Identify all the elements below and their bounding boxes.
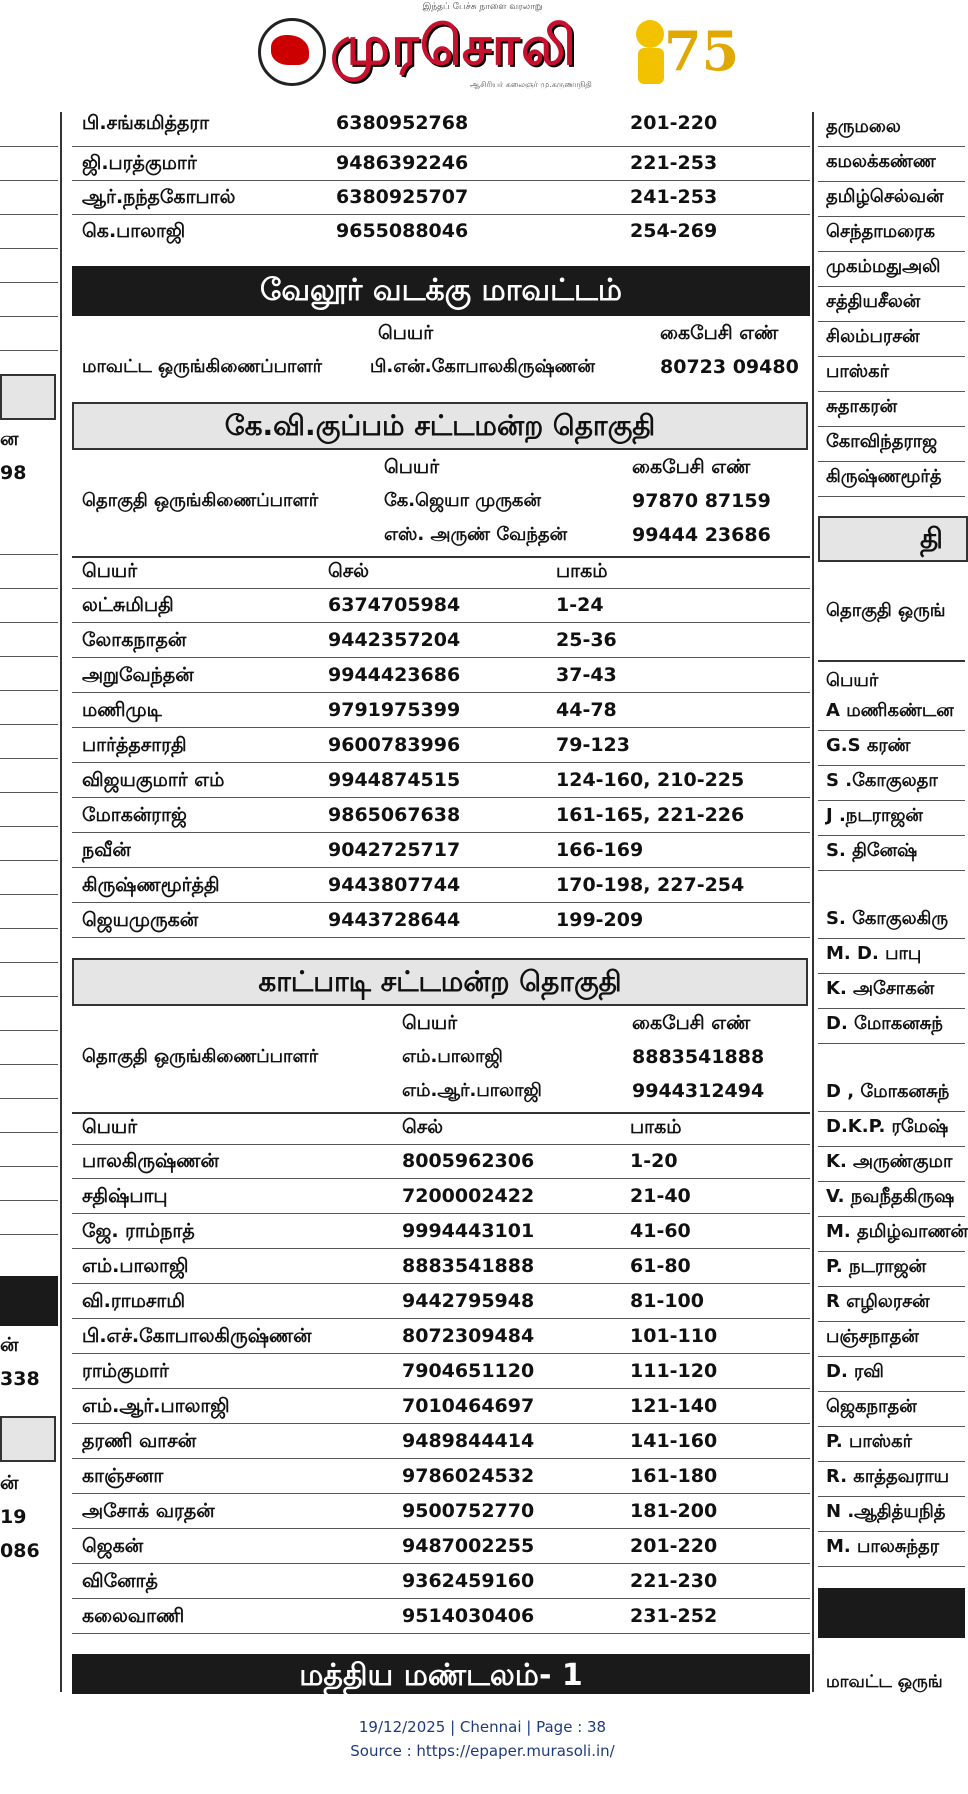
right-fragment-text: பாஸ்கர் — [826, 361, 890, 382]
phone-cell: 9362459160 — [402, 1570, 535, 1592]
name-cell: ஜே. ராம்நாத் — [82, 1220, 195, 1242]
right-fragment-row — [818, 287, 965, 322]
table-row: ஆர்.நந்தகோபால் 6380925707 241-253 — [72, 180, 810, 215]
phone-cell: 9865067638 — [328, 804, 461, 826]
column-header-name: பெயர் — [378, 322, 434, 344]
booth-cell: 199-209 — [556, 909, 644, 931]
right-role-text: தொகுதி ஒருங் — [826, 600, 946, 621]
right-fragment-row — [818, 182, 965, 217]
right-fragment-row — [818, 147, 965, 182]
right-fragment-row — [818, 427, 965, 462]
name-cell: பி.எச்.கோபாலகிருஷ்ணன் — [82, 1325, 312, 1347]
coordinator-phone: 8883541888 — [632, 1046, 765, 1068]
right-fragment-text: K. அருண்குமா — [826, 1151, 953, 1172]
table-row — [72, 1494, 810, 1529]
right-fragment-text: பஞ்சநாதன் — [826, 1326, 919, 1347]
booth-cell: 79-123 — [556, 734, 630, 756]
table-row — [72, 1319, 810, 1354]
row-divider — [818, 938, 965, 939]
booth-cell: 161-180 — [630, 1465, 718, 1487]
booth-cell: 124-160, 210-225 — [556, 769, 745, 791]
right-fragment-row — [818, 392, 965, 427]
name-cell: நவீன் — [82, 839, 131, 861]
name-cell: சதிஷ்பாபு — [82, 1185, 168, 1207]
right-fragment-text: J .நடராஜன் — [826, 805, 923, 826]
coordinator-role: தொகுதி ஒருங்கிணைப்பாளர் — [82, 490, 319, 511]
phone-cell: 9944423686 — [328, 664, 461, 686]
coordinator-phone: 99444 23686 — [632, 524, 771, 546]
section-title-katpadi: காட்பாடி சட்டமன்ற தொகுதி — [72, 958, 808, 1006]
anniversary-75-logo — [628, 4, 740, 94]
booth-cell: 231-252 — [630, 1605, 718, 1627]
coordinator-phone: 80723 09480 — [660, 356, 799, 378]
table-header-row: பெயர் செல் பாகம் — [72, 1114, 810, 1145]
fragment-text: 98 — [0, 462, 27, 484]
row-divider — [818, 1531, 965, 1532]
phone-cell: 7200002422 — [402, 1185, 535, 1207]
right-fragment-text: N .ஆதித்யநித் — [826, 1501, 946, 1522]
column-header-phone: கைபேசி எண் — [660, 322, 779, 344]
table-row — [72, 1144, 810, 1179]
name-cell: பார்த்தசாரதி — [82, 734, 187, 756]
phone-cell: 9443728644 — [328, 909, 461, 931]
right-fragment-row — [818, 217, 965, 252]
table-row — [72, 1599, 810, 1634]
right-fragment-text: D.K.P. ரமேஷ் — [826, 1116, 949, 1137]
table-row — [72, 1529, 810, 1564]
coordinator-name: கே.ஜெயா முருகன் — [384, 490, 541, 511]
right-fragment-text: D , மோகனசுந் — [826, 1081, 950, 1102]
newspaper-logo: முரசொலி — [330, 14, 577, 77]
name-cell: எம்.பாலாஜி — [82, 1255, 189, 1277]
right-fragment-text: D. மோகனசுந் — [826, 1013, 943, 1034]
name-cell: பாலகிருஷ்ணன் — [82, 1150, 219, 1172]
phone-cell: 9786024532 — [402, 1465, 535, 1487]
phone-cell: 9442795948 — [402, 1290, 535, 1312]
booth-cell: 111-120 — [630, 1360, 718, 1382]
right-fragment-row — [818, 462, 965, 497]
row-divider — [818, 973, 965, 974]
right-fragment-text: கோவிந்தராஜ — [826, 431, 938, 452]
name-cell: வினோத் — [82, 1570, 158, 1592]
table-row — [72, 1459, 810, 1494]
right-fragment-text: S .கோகுலதா — [826, 770, 938, 791]
row-divider — [818, 1286, 965, 1287]
table-row: பி.சங்கமித்தரா 6380952768 201-220 — [72, 112, 810, 147]
name-cell: லோகநாதன் — [82, 629, 187, 651]
footer-source-line: Source : https://epaper.murasoli.in/ — [350, 1742, 615, 1760]
table-row — [72, 588, 810, 623]
name-cell: கிருஷ்ணமூர்த்தி — [82, 874, 220, 896]
name-cell: வி.ராமசாமி — [82, 1290, 186, 1312]
booth-cell: 170-198, 227-254 — [556, 874, 745, 896]
booth-cell: 141-160 — [630, 1430, 718, 1452]
phone-cell: 8005962306 — [402, 1150, 535, 1172]
row-divider — [818, 1043, 965, 1044]
phone-cell: 9443807744 — [328, 874, 461, 896]
fragment-text: 086 — [0, 1540, 40, 1562]
right-fragment-text: M. தமிழ்வாணன் — [826, 1221, 968, 1242]
table-row — [72, 833, 810, 868]
right-header-name: பெயர் — [826, 670, 879, 691]
table-row — [72, 798, 810, 833]
booth-cell: 121-140 — [630, 1395, 718, 1417]
row-divider — [818, 1426, 965, 1427]
right-fragment-text: சுதாகரன் — [826, 396, 898, 417]
table-row — [72, 1284, 810, 1319]
booth-cell: 44-78 — [556, 699, 617, 721]
table-row — [72, 763, 810, 798]
name-cell: எம்.ஆர்.பாலாஜி — [82, 1395, 230, 1417]
phone-cell: 6374705984 — [328, 594, 461, 616]
name-cell: ராம்குமார் — [82, 1360, 169, 1382]
right-fragment-text: சிலம்பரசன் — [826, 326, 920, 347]
coordinator-phone: 9944312494 — [632, 1080, 765, 1102]
masthead-subtitle: ஆசிரியர் கலைஞர் மு.கருணாநிதி — [470, 80, 592, 89]
row-divider — [818, 1391, 965, 1392]
booth-cell: 101-110 — [630, 1325, 718, 1347]
row-divider — [818, 730, 965, 731]
table-row — [72, 1249, 810, 1284]
name-cell: காஞ்சனா — [82, 1465, 164, 1487]
name-cell: தரணி வாசன் — [82, 1430, 197, 1452]
right-fragment-text: S. தினேஷ் — [826, 840, 918, 861]
row-divider — [818, 1181, 965, 1182]
booth-cell: 21-40 — [630, 1185, 691, 1207]
phone-cell: 9487002255 — [402, 1535, 535, 1557]
table-row — [72, 1214, 810, 1249]
row-divider — [818, 800, 965, 801]
phone-cell: 9944874515 — [328, 769, 461, 791]
section-title-kv-kuppam: கே.வி.குப்பம் சட்டமன்ற தொகுதி — [72, 402, 808, 450]
right-fragment-text: A மணிகண்டன — [826, 700, 954, 721]
fragment-text: ன் — [0, 1472, 19, 1494]
booth-cell: 61-80 — [630, 1255, 691, 1277]
table-row — [72, 1424, 810, 1459]
table-row — [72, 623, 810, 658]
row-divider — [818, 1251, 965, 1252]
coordinator-phone: 97870 87159 — [632, 490, 771, 512]
booth-cell: 201-220 — [630, 1535, 718, 1557]
table-row — [72, 658, 810, 693]
table-row — [72, 1354, 810, 1389]
booth-cell: 81-100 — [630, 1290, 704, 1312]
right-fragment-text: R. காத்தவராய — [826, 1466, 950, 1487]
booth-cell: 1-24 — [556, 594, 604, 616]
name-cell: கலைவாணி — [82, 1605, 185, 1627]
booth-cell: 221-230 — [630, 1570, 718, 1592]
right-fragment-row — [818, 322, 965, 357]
booth-cell: 161-165, 221-226 — [556, 804, 745, 826]
column-header-phone: கைபேசி எண் — [632, 456, 751, 478]
column-header-name: பெயர் — [402, 1012, 458, 1034]
right-fragment-row — [818, 112, 965, 147]
right-fragment-text: G.S கரண் — [826, 735, 911, 756]
phone-cell: 9042725717 — [328, 839, 461, 861]
right-fragment-text: செந்தாமரைக — [826, 221, 935, 242]
phone-cell: 8072309484 — [402, 1325, 535, 1347]
table-row — [72, 1179, 810, 1214]
right-fragment-text: R எழிலரசன் — [826, 1291, 930, 1312]
column-header-phone: கைபேசி எண் — [632, 1012, 751, 1034]
right-fragment-row — [818, 252, 965, 287]
booth-cell: 41-60 — [630, 1220, 691, 1242]
row-divider — [818, 1496, 965, 1497]
column-separator — [60, 112, 62, 1692]
booth-cell: 181-200 — [630, 1500, 718, 1522]
section-title-vellore-north: வேலூர் வடக்கு மாவட்டம் — [72, 266, 810, 316]
name-cell: ஜெயமுருகன் — [82, 909, 199, 931]
column-separator — [812, 112, 814, 1692]
right-fragment-text: கமலக்கண்ண — [826, 151, 936, 172]
row-divider — [818, 1008, 965, 1009]
table-row — [72, 868, 810, 903]
phone-cell: 9600783996 — [328, 734, 461, 756]
party-seal-logo — [258, 18, 326, 86]
row-divider — [818, 870, 965, 871]
masthead-tagline: இந்தப் பேச்சு நாளை வரலாறு — [422, 2, 543, 12]
phone-cell: 7904651120 — [402, 1360, 535, 1382]
right-fragment-text: V. நவநீதகிருஷ — [826, 1186, 955, 1207]
table-row: கெ.பாலாஜி 9655088046 254-269 — [82, 220, 718, 242]
table-row — [72, 1389, 810, 1424]
right-fragment-text: தமிழ்செல்வன் — [826, 186, 944, 207]
right-fragment-row — [818, 357, 965, 392]
row-divider — [818, 1111, 965, 1112]
booth-cell: 25-36 — [556, 629, 617, 651]
name-cell: அறுவேந்தன் — [82, 664, 194, 686]
right-fragment-text: M. பாலசுந்தர — [826, 1536, 940, 1557]
phone-cell: 9791975399 — [328, 699, 461, 721]
phone-cell: 9500752770 — [402, 1500, 535, 1522]
fragment-text: 338 — [0, 1368, 40, 1390]
right-fragment-text: சத்தியசீலன் — [826, 291, 921, 312]
name-cell: ஜெகன் — [82, 1535, 144, 1557]
booth-cell: 37-43 — [556, 664, 617, 686]
table-row: ஜி.பரத்குமார் 9486392246 221-253 — [72, 146, 810, 181]
phone-cell: 8883541888 — [402, 1255, 535, 1277]
right-fragment-text: P. நடராஜன் — [826, 1256, 927, 1277]
fragment-text: ன — [0, 428, 19, 450]
name-cell: விஜயகுமார் எம் — [82, 769, 225, 791]
row-divider — [818, 765, 965, 766]
right-fragment-text: ஜெகநாதன் — [826, 1396, 917, 1417]
right-fragment-text: முகம்மதுஅலி — [826, 256, 941, 277]
right-section-title: தி — [818, 516, 968, 562]
right-bottom-text: மாவட்ட ஒருங் — [826, 1672, 943, 1692]
right-fragment-text: P. பாஸ்கர் — [826, 1431, 913, 1452]
coordinator-name: எம்.ஆர்.பாலாஜி — [402, 1080, 542, 1101]
table-row — [72, 693, 810, 728]
table-header-row: பெயர் செல் பாகம் — [72, 558, 810, 589]
svg-text:75: 75 — [664, 19, 740, 83]
footer-date-line: 19/12/2025 | Chennai | Page : 38 — [358, 1718, 607, 1736]
phone-cell: 9994443101 — [402, 1220, 535, 1242]
phone-cell: 9442357204 — [328, 629, 461, 651]
row-divider — [818, 1321, 965, 1322]
name-cell: மணிமுடி — [82, 699, 162, 721]
coordinator-role: மாவட்ட ஒருங்கிணைப்பாளர் — [82, 356, 323, 377]
coordinator-name: எம்.பாலாஜி — [402, 1046, 503, 1067]
row-divider — [818, 1566, 965, 1567]
masthead — [0, 0, 965, 112]
column-header-name: பெயர் — [384, 456, 440, 478]
fragment-text: 19 — [0, 1506, 27, 1528]
row-divider — [818, 1146, 965, 1147]
section-title-central-zone: மத்திய மண்டலம்- 1 — [72, 1654, 810, 1694]
table-row — [72, 728, 810, 763]
name-cell: மோகன்ராஜ் — [82, 804, 187, 826]
right-fragment-text: கிருஷ்ணமூர்த் — [826, 466, 942, 487]
row-divider — [818, 1461, 965, 1462]
right-fragment-text: M. D. பாபு — [826, 943, 922, 964]
right-fragment-text: K. அசோகன் — [826, 978, 935, 999]
right-fragment-text: D. ரவி — [826, 1361, 884, 1382]
coordinator-name: பி.என்.கோபாலகிருஷ்ணன் — [370, 356, 595, 377]
right-fragment-text: தருமலை — [826, 116, 901, 137]
coordinator-name: எஸ். அருண் வேந்தன் — [384, 524, 568, 545]
table-row — [72, 903, 810, 938]
phone-cell: 9514030406 — [402, 1605, 535, 1627]
name-cell: அசோக் வரதன் — [82, 1500, 215, 1522]
row-divider — [818, 1216, 965, 1217]
coordinator-role: தொகுதி ஒருங்கிணைப்பாளர் — [82, 1046, 319, 1067]
right-fragment-text: S. கோகுலகிரு — [826, 908, 949, 929]
booth-cell: 1-20 — [630, 1150, 678, 1172]
fragment-text: ன் — [0, 1334, 19, 1356]
booth-cell: 166-169 — [556, 839, 644, 861]
row-divider — [818, 835, 965, 836]
table-row — [72, 1564, 810, 1599]
row-divider — [818, 1356, 965, 1357]
name-cell: லட்சுமிபதி — [82, 594, 174, 616]
phone-cell: 7010464697 — [402, 1395, 535, 1417]
phone-cell: 9489844414 — [402, 1430, 535, 1452]
